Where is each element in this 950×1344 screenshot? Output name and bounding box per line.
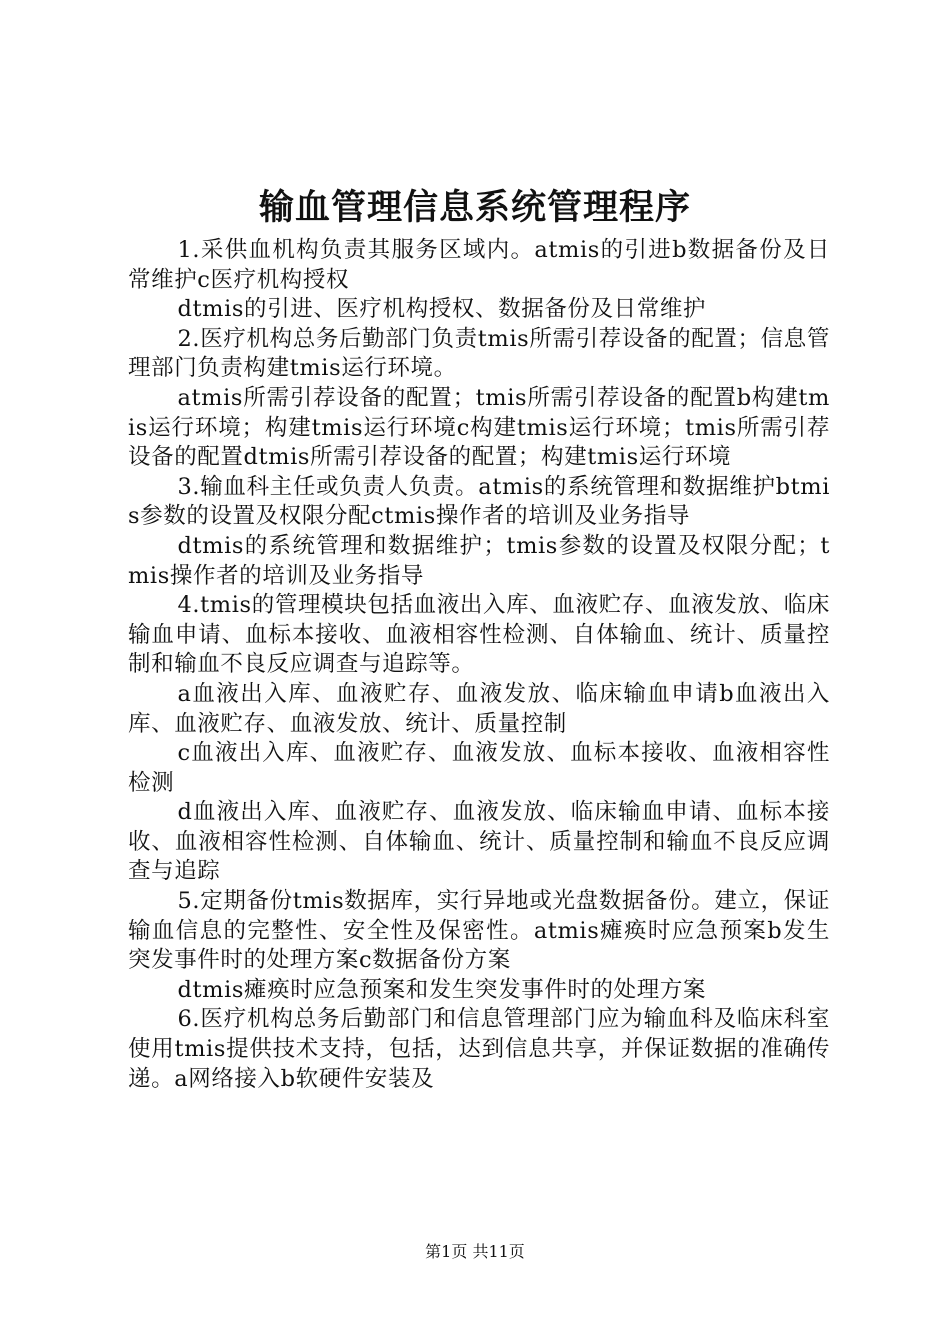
paragraph-7: 4.tmis的管理模块包括血液出入库、血液贮存、血液发放、临床输血申请、血标本接收、血液相容性检测、自体输血、统计、质量控制和输血不良反应调查与追踪等。 [128, 592, 830, 678]
paragraph-9: c血液出入库、血液贮存、血液发放、血标本接收、血液相容性检测 [128, 740, 830, 796]
paragraph-12: dtmis瘫痪时应急预案和发生突发事件时的处理方案 [177, 976, 707, 1003]
document-body [128, 236, 830, 1094]
paragraph-1: 1.采供血机构负责其服务区域内。atmis的引进b数据备份及日常维护c医疗机构授权 [128, 237, 830, 293]
paragraph-3: 2.医疗机构总务后勤部门负责tmis所需引荐设备的配置；信息管理部门负责构建tmis运行环境。 [128, 325, 830, 382]
paragraph-4: atmis所需引荐设备的配置；tmis所需引荐设备的配置b构建tmis运行环境；构建tmis运行环境c构建tmis运行环境；tmis所需引荐设备的配置dtmis所需引荐设备的配置；构建tmis运行环境 [128, 384, 830, 471]
paragraph-5: 3.输血科主任或负责人负责。atmis的系统管理和数据维护btmis参数的设置及权限分配ctmis操作者的培训及业务指导 [128, 473, 830, 530]
paragraph-8: a血液出入库、血液贮存、血液发放、临床输血申请b血液出入库、血液贮存、血液发放、统计、质量控制 [128, 680, 830, 737]
paragraph-6: dtmis的系统管理和数据维护；tmis参数的设置及权限分配；tmis操作者的培训及业务指导 [128, 532, 830, 589]
paragraph-13: 6.医疗机构总务后勤部门和信息管理部门应为输血科及临床科室使用tmis提供技术支持，包括，达到信息共享，并保证数据的准确传递。a网络接入b软硬件安装及 [128, 1006, 830, 1092]
paragraph-10: d血液出入库、血液贮存、血液发放、临床输血申请、血标本接收、血液相容性检测、自体输血、统计、质量控制和输血不良反应调查与追踪 [128, 799, 830, 885]
paragraph-11: 5.定期备份tmis数据库，实行异地或光盘数据备份。建立，保证输血信息的完整性、安全性及保密性。atmis瘫痪时应急预案b发生突发事件时的处理方案c数据备份方案 [128, 888, 830, 974]
document-title: 输血管理信息系统管理程序 [258, 187, 691, 228]
paragraph-2: dtmis的引进、医疗机构授权、数据备份及日常维护 [177, 296, 707, 323]
page-footer: 第1页 共11页 [425, 1242, 525, 1261]
